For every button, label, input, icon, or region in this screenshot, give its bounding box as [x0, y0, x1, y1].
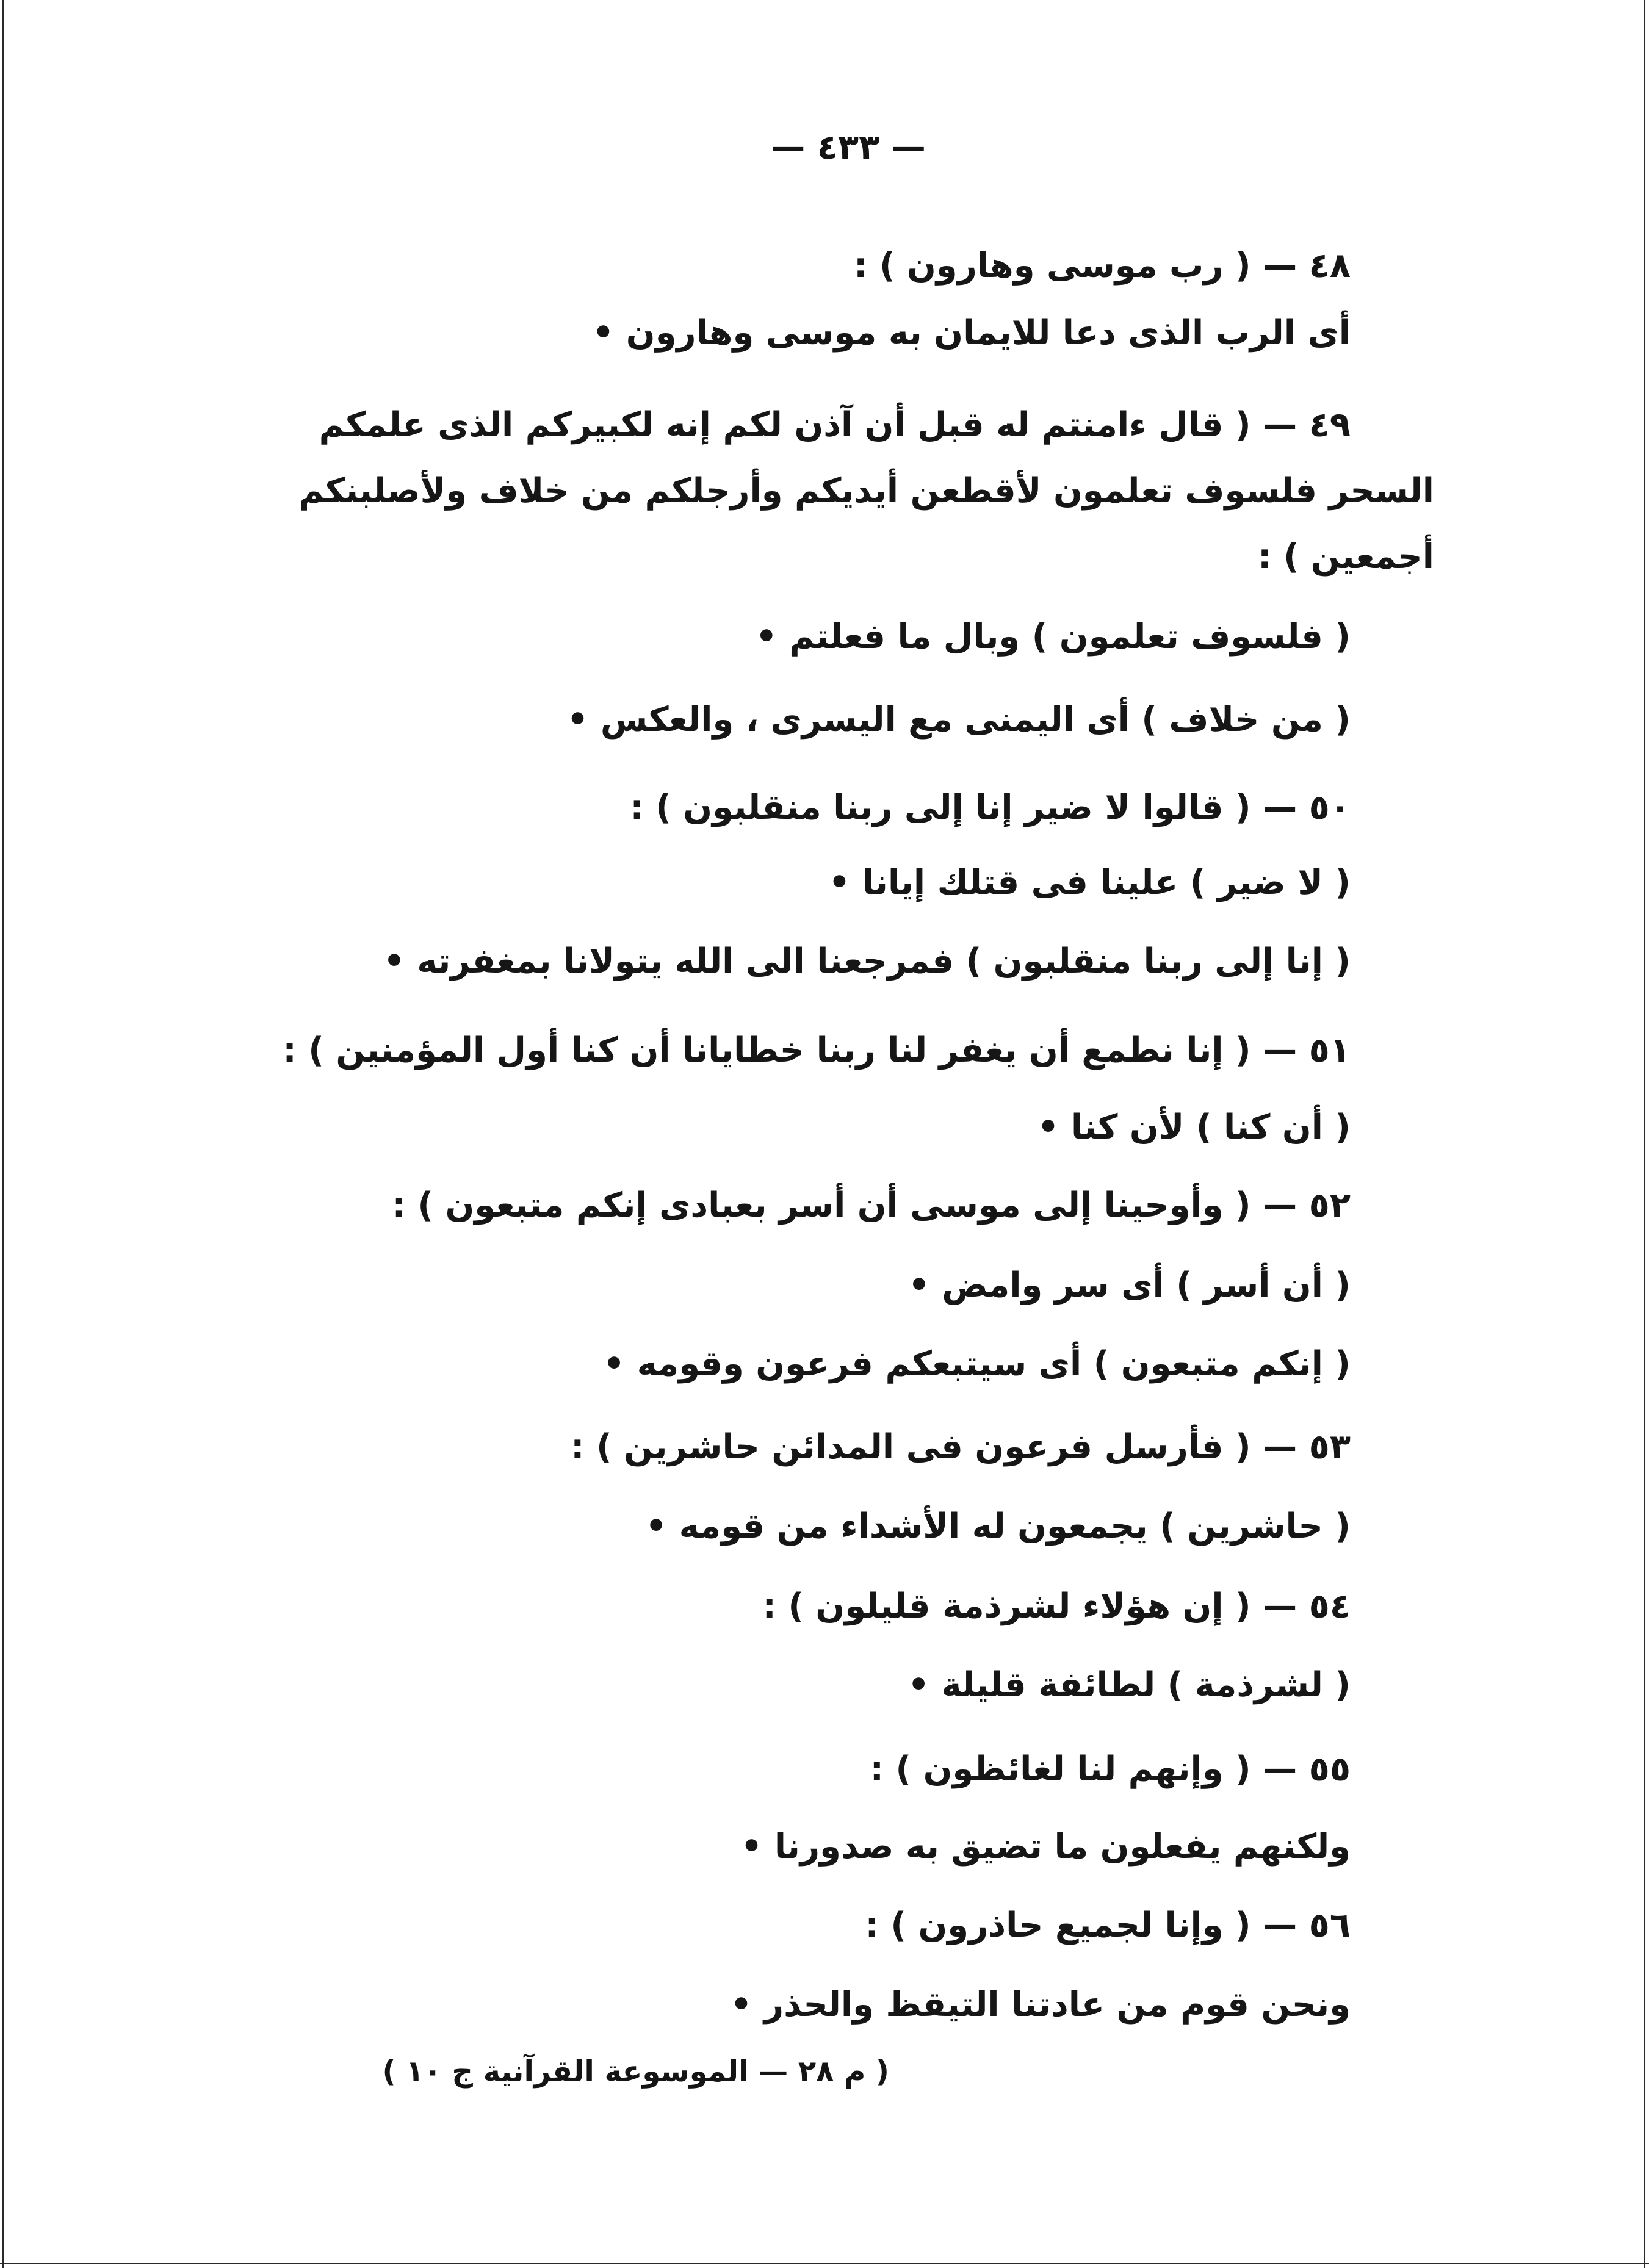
commentary-line: ولكنهم يفعلون ما تضيق به صدورنا •: [740, 1827, 1351, 1867]
commentary-line: ( من خلاف ) أى اليمنى مع اليسرى ، والعكس •: [566, 700, 1351, 740]
commentary-line: ( حاشرين ) يجمعون له الأشداء من قومه •: [645, 1507, 1351, 1546]
commentary-line: ( أن أسر ) أى سر وامض •: [907, 1265, 1351, 1305]
verse-heading-55: ٥٥ — ( وإنهم لنا لغائظون ) :: [870, 1749, 1351, 1789]
verse-heading-51: ٥١ — ( إنا نطمع أن يغفر لنا ربنا خطايانا أن كنا أول المؤمنين ) :: [283, 1031, 1351, 1070]
commentary-line: ( لا ضير ) علينا فى قتلك إيانا •: [828, 863, 1351, 902]
page-footer: ( م ٢٨ — الموسوعة القرآنية ج ١٠ ): [382, 2054, 889, 2089]
verse-heading-49: ٤٩ — ( قال ءامنتم له قبل أن آذن لكم إنه لكبيركم الذى علمكم: [319, 405, 1351, 445]
page-border-bottom: [0, 2263, 1649, 2264]
verse-continuation: أجمعين ) :: [1258, 537, 1434, 577]
verse-heading-54: ٥٤ — ( إن هؤلاء لشرذمة قليلون ) :: [762, 1586, 1351, 1626]
verse-continuation: السحر فلسوف تعلمون لأقطعن أيديكم وأرجلكم من خلاف ولأصلبنكم: [298, 471, 1434, 511]
commentary-line: ( أن كنا ) لأن كنا •: [1037, 1107, 1351, 1147]
verse-heading-52: ٥٢ — ( وأوحينا إلى موسى أن أسر بعبادى إنكم متبعون ) :: [392, 1186, 1351, 1225]
page-border-left: [2, 0, 4, 2268]
page-number: — ٤٣٣ —: [771, 128, 926, 167]
page-border-right: [1644, 0, 1645, 2268]
commentary-line: ( فلسوف تعلمون ) وبال ما فعلتم •: [755, 617, 1351, 657]
commentary-line: أى الرب الذى دعا للايمان به موسى وهارون •: [592, 313, 1351, 353]
commentary-line: ( إنا إلى ربنا منقلبون ) فمرجعنا الى الله يتولانا بمغفرته •: [383, 941, 1351, 981]
commentary-line: ( إنكم متبعون ) أى سيتبعكم فرعون وقومه •: [603, 1344, 1351, 1384]
verse-heading-48: ٤٨ — ( رب موسى وهارون ) :: [854, 246, 1351, 286]
commentary-line: ونحن قوم من عادتنا التيقظ والحذر •: [730, 1985, 1351, 2025]
verse-heading-56: ٥٦ — ( وإنا لجميع حاذرون ) :: [865, 1906, 1351, 1945]
verse-heading-50: ٥٠ — ( قالوا لا ضير إنا إلى ربنا منقلبون ) :: [630, 788, 1351, 827]
commentary-line: ( لشرذمة ) لطائفة قليلة •: [907, 1665, 1351, 1705]
verse-heading-53: ٥٣ — ( فأرسل فرعون فى المدائن حاشرين ) :: [571, 1427, 1351, 1467]
